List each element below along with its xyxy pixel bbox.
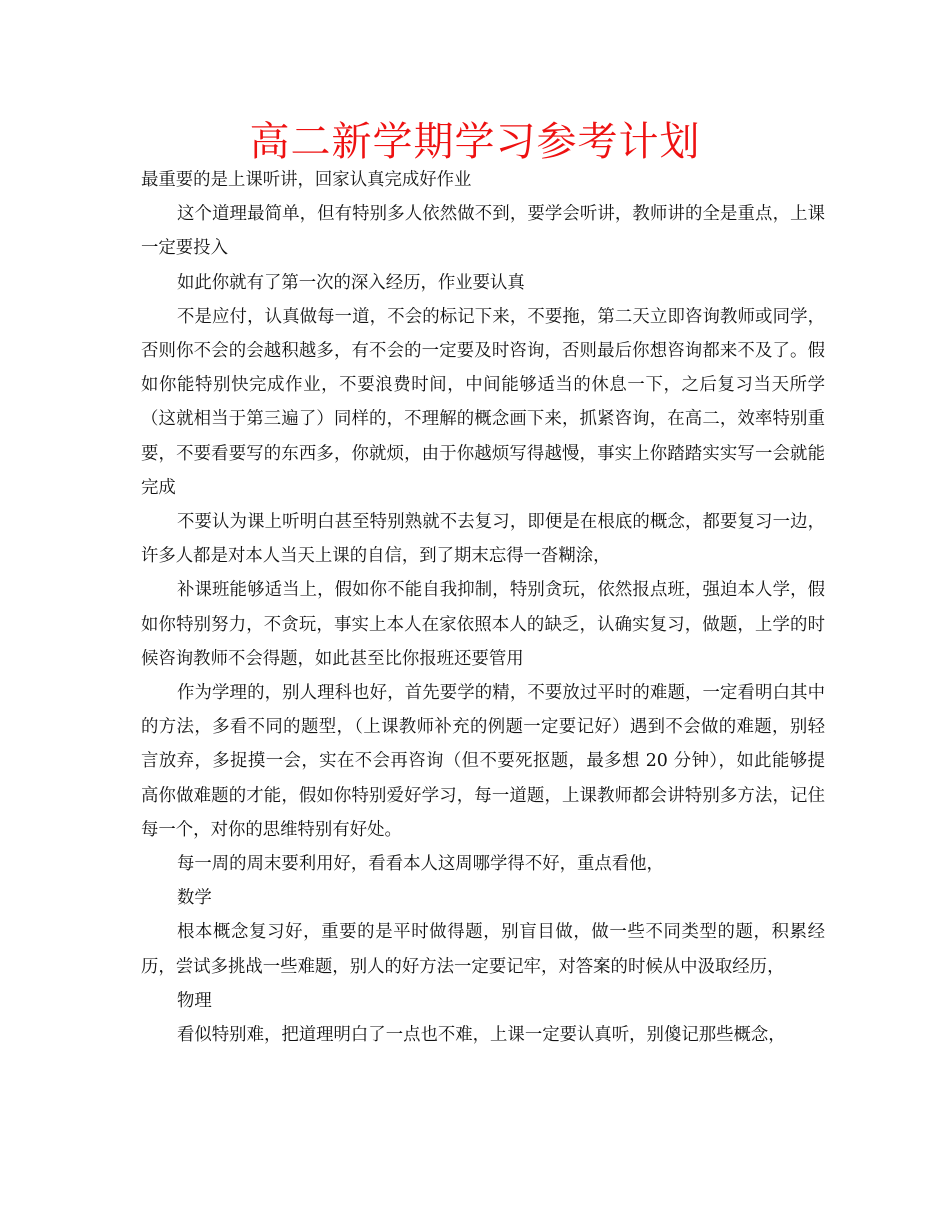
- document-title: 高二新学期学习参考计划: [249, 119, 701, 165]
- paragraph: 如此你就有了第一次的深入经历，作业要认真: [177, 272, 525, 293]
- paragraph: 根本概念复习好，重要的是平时做得题，别盲目做，做一些不同类型的题，积累经历，尝试多挑战一些难题，别人的好方法一定要记牢，对答案的时候从中汲取经历，: [141, 922, 825, 977]
- document-body: [141, 163, 825, 1052]
- section-heading-physics: 物理: [177, 990, 212, 1011]
- paragraph: 补课班能够适当上，假如你不能自我抑制，特别贪玩，依然报点班，强迫本人学，假如你特别努力，不贪玩，事实上本人在家依照本人的缺乏，认确实复习，做题，上学的时候咨询教师不会得题，如此甚至比你报班还要管用: [141, 580, 825, 669]
- paragraph: 看似特别难，把道理明白了一点也不难，上课一定要认真听，别傻记那些概念，: [177, 1025, 786, 1046]
- paragraph: 最重要的是上课听讲，回家认真完成好作业: [141, 170, 472, 190]
- paragraph: 作为学理的，别人理科也好，首先要学的精，不要放过平时的难题，一定看明白其中的方法，多看不同的题型，（上课教师补充的例题一定要记好）遇到不会做的难题，别轻言放弃，多捉摸一会，实在不会再咨询（但不要死抠题，最多想 20 分钟），如此能够提高你做难题的才能，假如你特别爱好学习，每一道题，上课教师都会讲特别多方法，记住每一个，对你的思维特别有好处。: [141, 683, 825, 840]
- paragraph: 不是应付，认真做每一道，不会的标记下来，不要拖，第二天立即咨询教师或同学，否则你不会的会越积越多，有不会的一定要及时咨询，否则最后你想咨询都来不及了。假如你能特别快完成作业，不要浪费时间，中间能够适当的休息一下，之后复习当天所学（这就相当于第三遍了）同样的，不理解的概念画下来，抓紧咨询，在高二，效率特别重要，不要看要写的东西多，你就烦，由于你越烦写得越慢，事实上你踏踏实实写一会就能完成: [141, 306, 825, 498]
- section-heading-math: 数学: [177, 888, 212, 909]
- paragraph: 不要认为课上听明白甚至特别熟就不去复习，即便是在根底的概念，都要复习一边，许多人都是对本人当天上课的自信，到了期末忘得一沓糊涂，: [141, 512, 825, 567]
- paragraph: 每一周的周末要利用好，看看本人这周哪学得不好，重点看他，: [177, 854, 664, 875]
- paragraph: 这个道理最简单，但有特别多人依然做不到，要学会听讲，教师讲的全是重点，上课一定要投入: [141, 204, 825, 259]
